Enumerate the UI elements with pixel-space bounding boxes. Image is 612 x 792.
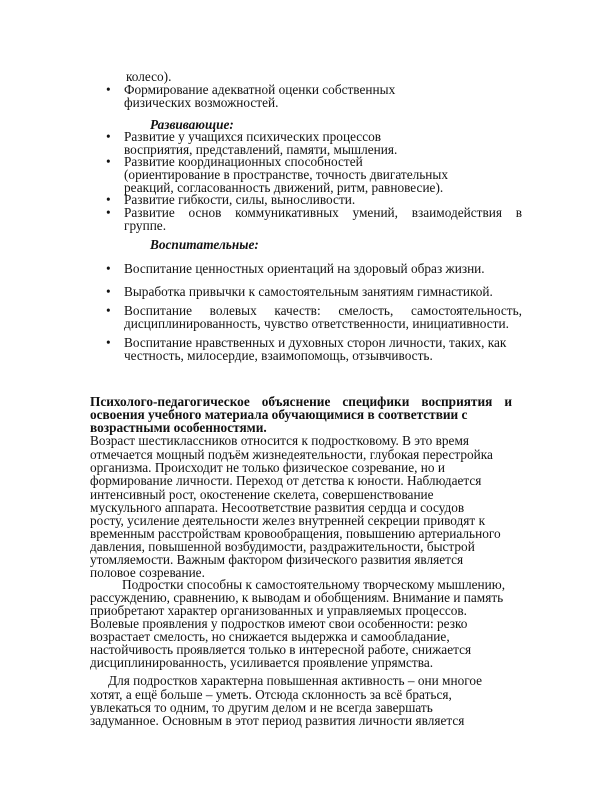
bullet-icon: • [106,261,111,276]
paragraph-line: Возраст шестиклассников относится к подростковому. В это время [90,433,469,448]
text-line: колесо). [126,69,172,84]
paragraph-line: росту, усиление деятельности желез внутренней секреции приводят к [90,513,486,528]
bullet-icon: • [106,82,111,97]
bullet-icon: • [106,154,111,169]
paragraph-line: половое созревание. [90,565,205,580]
paragraph-line: настойчивость проявляется только в интересной работе, снижается [90,642,472,657]
paragraph-line: хотят, а ещё больше – уметь. Отсюда склонность за всё браться, [90,687,452,702]
paragraph-line: давления, повышенной возбудимости, раздражительности, быстрой [90,539,475,554]
paragraph-line: временным расстройствам кровообращения, повышению артериального [90,526,501,541]
bullet-icon: • [106,335,111,350]
section-title: возрастными особенностями. [90,420,267,435]
paragraph-line: возрастает смелость, но снижается выдержка и самообладание, [90,629,450,644]
section-heading-developing: Развивающие: [150,117,234,132]
list-item: Воспитание нравственных и духовных сторон личности, таких, как [124,335,507,350]
paragraph-line: мускульного аппарата. Несоответствие развития сердца и сосудов [90,500,465,515]
section-title: Психолого-педагогическое объяснение специфики восприятия и [90,394,512,409]
list-item-continuation: группе. [124,218,167,233]
list-item: Воспитание ценностных ориентаций на здоровый образ жизни. [124,261,485,276]
section-title: освоения учебного материала обучающимися в соответствии с [90,407,468,422]
bullet-icon: • [106,129,111,144]
paragraph-line: Волевые проявления у подростков имеют свои особенности: резко [90,616,468,631]
paragraph-line: приобретают характер организованных и управляемых процессов. [90,603,468,618]
paragraph-line: интенсивный рост, окостенение скелета, совершенствование [90,487,434,502]
list-item: Выработка привычки к самостоятельным занятиям гимнастикой. [124,284,493,299]
paragraph-line: Подростки способны к самостоятельному творческому мышлению, [122,577,506,592]
paragraph-line: Для подростков характерна повышенная активность – они многое [108,673,483,688]
paragraph-line: организма. Происходит не только физическое созревание, но и [90,460,445,475]
section-heading-educational: Воспитательные: [150,237,259,252]
list-item-continuation: физических возможностей. [124,95,279,110]
list-item: Развитие координационных способностей [124,154,363,169]
list-item-continuation: восприятия, представлений, памяти, мышления. [124,142,398,157]
paragraph-line: отмечается мощный подъём жизнедеятельности, глубокая перестройка [90,447,493,462]
bullet-icon: • [106,192,111,207]
paragraph-line: задуманное. Основным в этот период развития личности является [90,713,465,728]
paragraph-line: формирование личности. Переход от детства к юности. Наблюдается [90,473,482,488]
bullet-icon: • [106,284,111,299]
list-item: Развитие у учащихся психических процессов [124,129,382,144]
paragraph-line: дисциплинированность, усиливается проявление упрямства. [90,655,434,670]
list-item: Развитие основ коммуникативных умений, взаимодействия в [124,205,522,220]
bullet-icon: • [106,303,111,318]
paragraph-line: увлекаться то одним, то другим делом и не всегда завершать [90,700,433,715]
list-item-continuation: (ориентирование в пространстве, точность двигательных [124,167,449,182]
bullet-icon: • [106,205,111,220]
list-item-continuation: дисциплинированность, чувство ответственности, инициативности. [124,316,509,331]
paragraph-line: рассуждению, сравнению, к выводам и обобщениям. Внимание и память [90,590,504,605]
paragraph-line: утомляемости. Важным фактором физического развития является [90,552,464,567]
list-item: Воспитание волевых качеств: смелость, самостоятельность, [124,303,522,318]
list-item-continuation: реакций, согласованность движений, ритм, равновесие). [124,180,444,195]
list-item-continuation: честность, милосердие, взаимопомощь, отзывчивость. [124,348,433,363]
list-item: Развитие гибкости, силы, выносливости. [124,192,356,207]
list-item: Формирование адекватной оценки собственных [124,82,396,97]
